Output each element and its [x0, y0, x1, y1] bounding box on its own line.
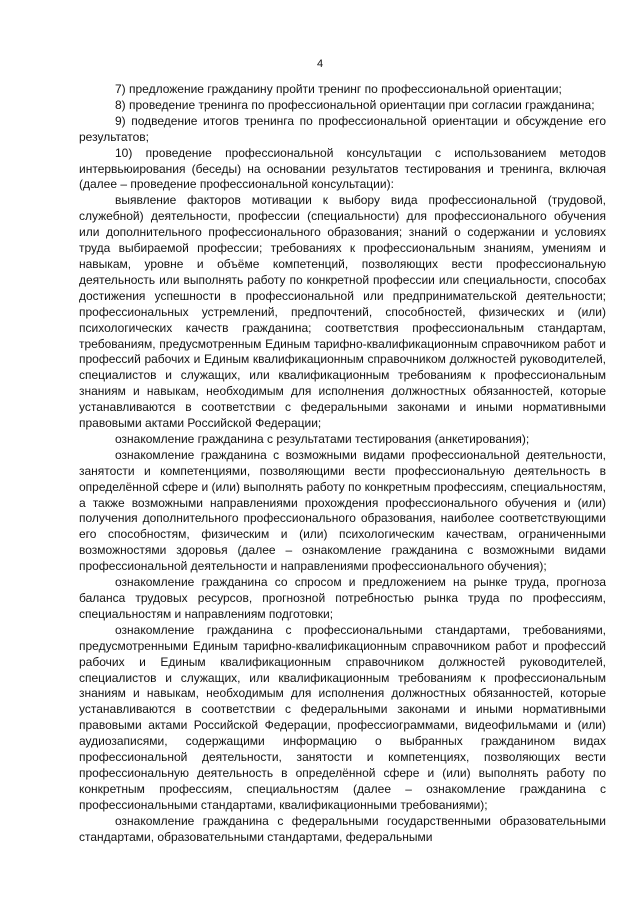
paragraph-activity-types: ознакомление гражданина с возможными видами профессиональной деятельности, занятости и компетенциями, позволяющими вести профессиональную деятельность в определённой сфере и (или) выполнять работу по конкретным профессиям, специальностям, а также возможными направлениями прохождения профессионального обучения и (или) получения дополнительного профессионального образования, наиболее соответствующими его способностям, физическим и (или) психологическим качествам, ограниченными возможностями здоровья (далее – ознакомление гражданина с возможными видами профессиональной деятельности и направлениями профессионального обучения);	[79, 447, 606, 574]
page-number: 4	[316, 58, 324, 70]
paragraph-labor-market: ознакомление гражданина со спросом и предложением на рынке труда, прогноза баланса трудовых ресурсов, прогнозной потребностью рынка труда по профессиям, специальностям и направлениям подготовки;	[79, 575, 606, 621]
paragraph-item-8: 8) проведение тренинга по профессиональной ориентации при согласии гражданина;	[115, 97, 595, 112]
paragraph-motivation-factors: выявление факторов мотивации к выбору вида профессиональной (трудовой, служебной) деятельности, профессии (специальности) для профессионального обучения или дополнительного профессионального образования; знаний о содержании и условиях труда выбираемой профессии; требованиях к профессиональным знаниям, умениям и навыкам, уровне и объёме компетенций, позволяющих вести профессиональную деятельность или выполнять работу по конкретной профессии или специальности, способах достижения успешности в профессиональной или предпринимательской деятельности; профессиональных устремлений, предпочтений, способностей, физических и (или) психологических качеств гражданина; соответствия профессиональным стандартам, требованиям, предусмотренным Единым тарифно-квалификационным справочником работ и профессий рабочих и Единым квалификационным справочником должностей руководителей, специалистов и служащих, или квалификационным требованиям к профессиональным знаниям и навыкам, необходимым для исполнения должностных обязанностей, которые устанавливаются в соответствии с федеральными законами и иными нормативными правовыми актами Российской Федерации;	[79, 193, 606, 431]
paragraph-testing-results: ознакомление гражданина с результатами тестирования (анкетирования);	[115, 431, 530, 446]
paragraph-professional-standards: ознакомление гражданина с профессиональными стандартами, требованиями, предусмотренными Единым тарифно-квалификационным справочником работ и профессий рабочих и Единым квалификационным справочником должностей руководителей, специалистов и служащих, или квалификационным требованиям к профессиональным знаниям и навыкам, необходимым для исполнения должностных обязанностей, которые устанавливаются в соответствии с федеральными законами и иными нормативными правовыми актами Российской Федерации, профессиограммами, видеофильмами и (или) аудиозаписями, содержащими информацию о выбранных гражданином видах профессиональной деятельности, занятости и компетенциях, позволяющих вести профессиональную деятельность в определённой сфере и (или) выполнять работу по конкретным профессиям, специальностям (далее – ознакомление гражданина с профессиональными стандартами, квалификационными требованиями);	[79, 622, 606, 812]
paragraph-educational-standards: ознакомление гражданина с федеральными государственными образовательными стандартами, образовательными стандартами, федеральными	[79, 813, 606, 844]
paragraph-item-10: 10) проведение профессиональной консультации с использованием методов интервьюирования (беседы) на основании результатов тестирования и тренинга, включая (далее – проведение профессиональной консультации):	[79, 145, 606, 192]
document-body	[79, 82, 606, 846]
paragraph-item-7: 7) предложение гражданину пройти тренинг по профессиональной ориентации;	[115, 82, 562, 96]
paragraph-item-9: 9) подведение итогов тренинга по профессиональной ориентации и обсуждение его результатов;	[79, 113, 606, 144]
